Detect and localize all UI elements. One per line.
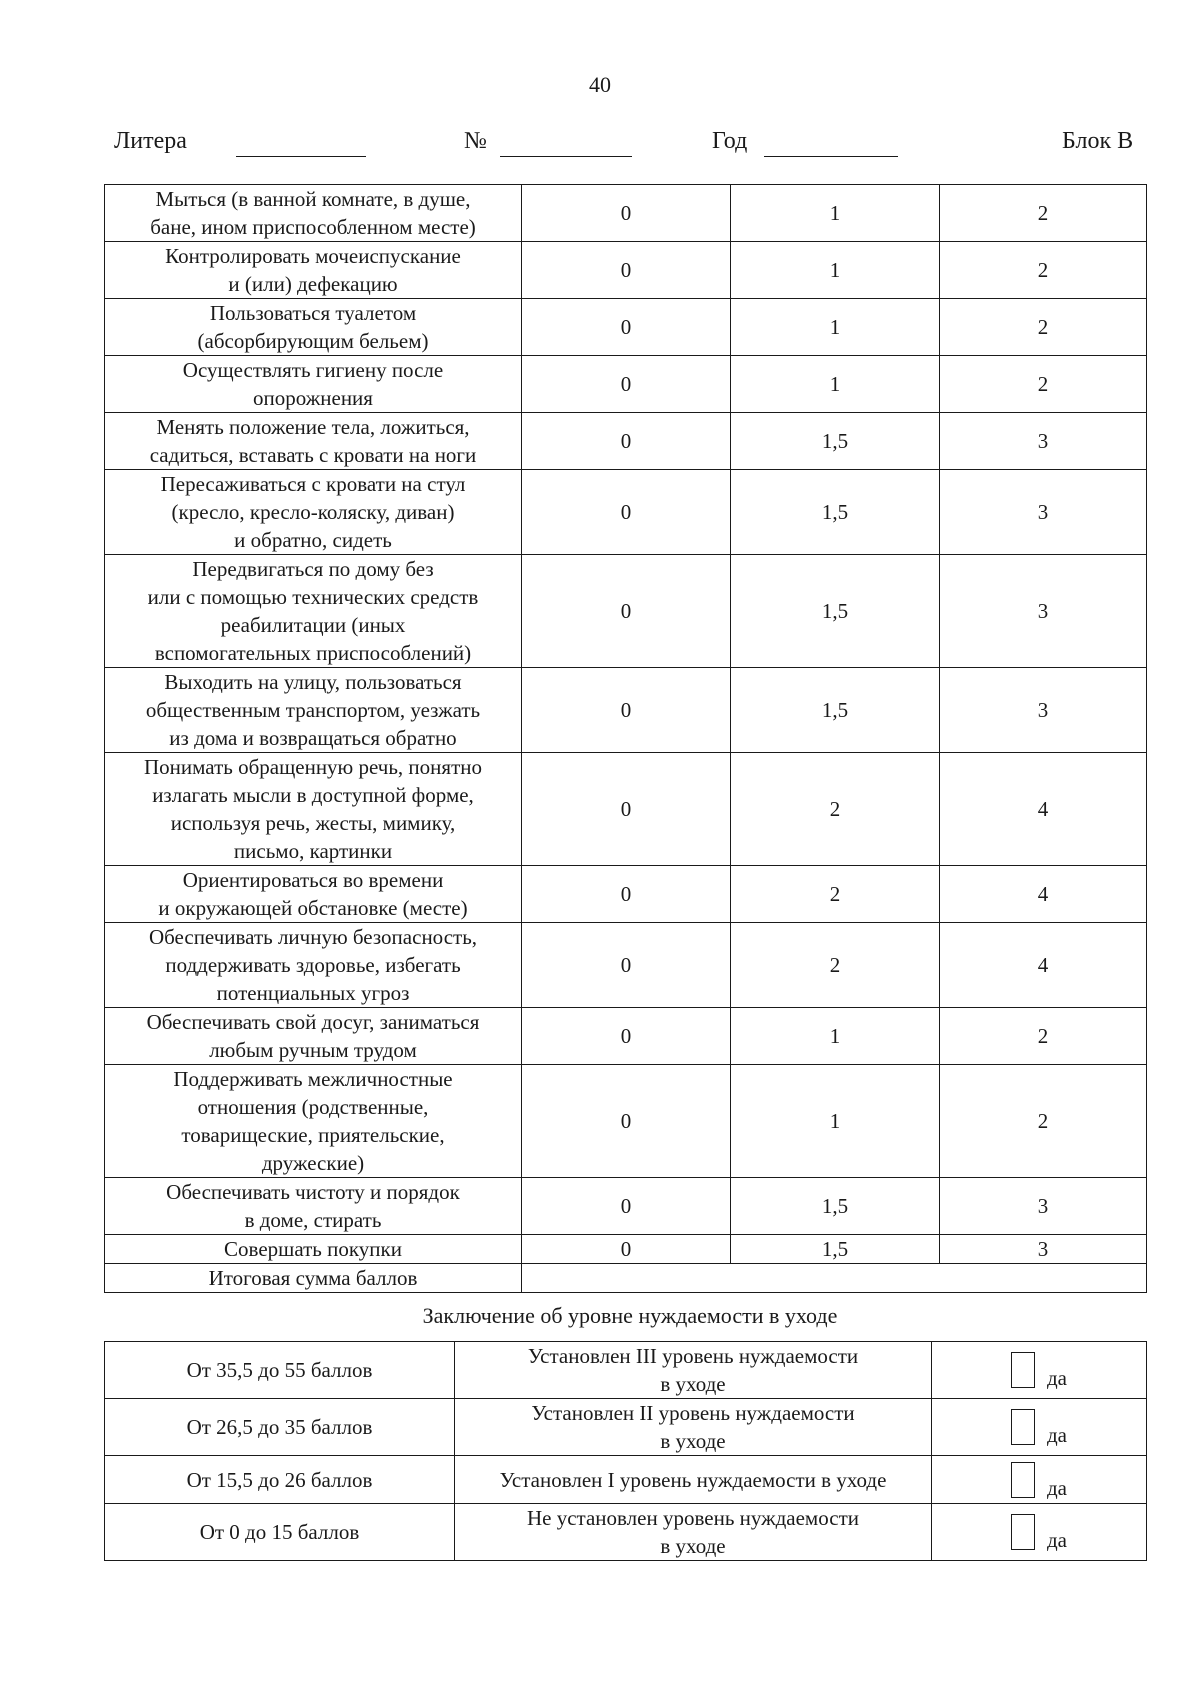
- score-row: [105, 753, 1147, 866]
- score-2-cell[interactable]: 3: [940, 555, 1147, 668]
- total-value-field[interactable]: [522, 1264, 1147, 1293]
- confirm-cell: [932, 1456, 1147, 1504]
- score-1-cell[interactable]: 1,5: [731, 1178, 940, 1235]
- activity-cell: Передвигаться по дому без или с помощью технических средств реабилитации (иных вспомогательных приспособлений): [105, 555, 522, 668]
- score-range: От 26,5 до 35 баллов: [105, 1399, 455, 1456]
- checkbox[interactable]: [1011, 1352, 1035, 1388]
- score-0-cell[interactable]: 0: [522, 185, 731, 242]
- score-2-cell[interactable]: 4: [940, 923, 1147, 1008]
- activity-cell: Понимать обращенную речь, понятно излагать мысли в доступной форме, используя речь, жесты, мимику, письмо, картинки: [105, 753, 522, 866]
- number-label: №: [464, 128, 487, 154]
- score-row: [105, 470, 1147, 555]
- activity-cell: Обеспечивать свой досуг, заниматься любым ручным трудом: [105, 1008, 522, 1065]
- score-0-cell[interactable]: 0: [522, 753, 731, 866]
- score-row: [105, 1235, 1147, 1264]
- score-1-cell[interactable]: 2: [731, 923, 940, 1008]
- care-level-result: Установлен II уровень нуждаемости в уходе: [455, 1399, 932, 1456]
- score-2-cell[interactable]: 2: [940, 356, 1147, 413]
- activity-cell: Осуществлять гигиену после опорожнения: [105, 356, 522, 413]
- activity-cell: Мыться (в ванной комнате, в душе, бане, ином приспособленном месте): [105, 185, 522, 242]
- score-0-cell[interactable]: 0: [522, 866, 731, 923]
- conclusion-title: Заключение об уровне нуждаемости в уходе: [422, 1303, 838, 1328]
- score-1-cell[interactable]: 1,5: [731, 413, 940, 470]
- score-row: [105, 555, 1147, 668]
- checkbox[interactable]: [1011, 1462, 1035, 1498]
- score-1-cell[interactable]: 2: [731, 753, 940, 866]
- confirm-cell: [932, 1342, 1147, 1399]
- score-0-cell[interactable]: 0: [522, 356, 731, 413]
- score-range: От 0 до 15 баллов: [105, 1504, 455, 1561]
- number-field[interactable]: [500, 128, 632, 157]
- activity-cell: Выходить на улицу, пользоваться общественным транспортом, уезжать из дома и возвращаться обратно: [105, 668, 522, 753]
- conclusion-row: [105, 1456, 1147, 1504]
- score-2-cell[interactable]: 3: [940, 470, 1147, 555]
- confirm-cell: [932, 1504, 1147, 1561]
- total-row: [105, 1264, 1147, 1293]
- activity-cell: Совершать покупки: [105, 1235, 522, 1264]
- yes-label: да: [1046, 1528, 1067, 1552]
- score-row: [105, 185, 1147, 242]
- year-label: Год: [712, 128, 748, 154]
- score-1-cell[interactable]: 1: [731, 299, 940, 356]
- litera-label: Литера: [114, 128, 187, 154]
- score-0-cell[interactable]: 0: [522, 413, 731, 470]
- total-label: Итоговая сумма баллов: [105, 1264, 522, 1293]
- score-0-cell[interactable]: 0: [522, 1065, 731, 1178]
- yes-label: да: [1046, 1366, 1067, 1390]
- activity-cell: Менять положение тела, ложиться, садиться, вставать с кровати на ноги: [105, 413, 522, 470]
- score-range: От 15,5 до 26 баллов: [105, 1456, 455, 1504]
- score-0-cell[interactable]: 0: [522, 555, 731, 668]
- score-row: [105, 242, 1147, 299]
- score-row: [105, 1178, 1147, 1235]
- score-table: [104, 184, 1147, 1293]
- page-number: 40: [589, 72, 611, 97]
- year-field[interactable]: [764, 128, 898, 157]
- score-row: [105, 299, 1147, 356]
- score-1-cell[interactable]: 2: [731, 866, 940, 923]
- score-1-cell[interactable]: 1,5: [731, 1235, 940, 1264]
- care-level-result: Установлен III уровень нуждаемости в уходе: [455, 1342, 932, 1399]
- conclusion-table: [104, 1341, 1147, 1561]
- score-2-cell[interactable]: 4: [940, 866, 1147, 923]
- score-1-cell[interactable]: 1: [731, 1065, 940, 1178]
- score-row: [105, 413, 1147, 470]
- score-0-cell[interactable]: 0: [522, 242, 731, 299]
- confirm-cell: [932, 1399, 1147, 1456]
- block-label: Блок В: [1062, 128, 1134, 154]
- checkbox[interactable]: [1011, 1409, 1035, 1445]
- activity-cell: Пользоваться туалетом (абсорбирующим бельем): [105, 299, 522, 356]
- score-row: [105, 1065, 1147, 1178]
- activity-cell: Поддерживать межличностные отношения (родственные, товарищеские, приятельские, дружеские): [105, 1065, 522, 1178]
- score-0-cell[interactable]: 0: [522, 1178, 731, 1235]
- score-row: [105, 668, 1147, 753]
- activity-cell: Пересаживаться с кровати на стул (кресло, кресло-коляску, диван) и обратно, сидеть: [105, 470, 522, 555]
- conclusion-row: [105, 1399, 1147, 1456]
- score-0-cell[interactable]: 0: [522, 668, 731, 753]
- score-1-cell[interactable]: 1,5: [731, 668, 940, 753]
- conclusion-row: [105, 1504, 1147, 1561]
- score-2-cell[interactable]: 2: [940, 242, 1147, 299]
- score-1-cell[interactable]: 1: [731, 242, 940, 299]
- score-1-cell[interactable]: 1: [731, 356, 940, 413]
- score-1-cell[interactable]: 1: [731, 1008, 940, 1065]
- score-0-cell[interactable]: 0: [522, 1235, 731, 1264]
- score-2-cell[interactable]: 2: [940, 299, 1147, 356]
- score-2-cell[interactable]: 4: [940, 753, 1147, 866]
- score-0-cell[interactable]: 0: [522, 923, 731, 1008]
- activity-cell: Обеспечивать личную безопасность, поддерживать здоровье, избегать потенциальных угроз: [105, 923, 522, 1008]
- score-2-cell[interactable]: 3: [940, 1235, 1147, 1264]
- yes-label: да: [1046, 1423, 1067, 1447]
- litera-field[interactable]: [236, 128, 366, 157]
- score-2-cell[interactable]: 3: [940, 1178, 1147, 1235]
- yes-label: да: [1046, 1475, 1067, 1500]
- care-level-result: Не установлен уровень нуждаемости в уходе: [455, 1504, 932, 1561]
- activity-cell: Обеспечивать чистоту и порядок в доме, стирать: [105, 1178, 522, 1235]
- activity-cell: Ориентироваться во времени и окружающей обстановке (месте): [105, 866, 522, 923]
- score-1-cell[interactable]: 1,5: [731, 555, 940, 668]
- score-2-cell[interactable]: 3: [940, 413, 1147, 470]
- conclusion-row: [105, 1342, 1147, 1399]
- score-row: [105, 866, 1147, 923]
- score-row: [105, 1008, 1147, 1065]
- score-2-cell[interactable]: 2: [940, 185, 1147, 242]
- score-2-cell[interactable]: 2: [940, 1008, 1147, 1065]
- score-2-cell[interactable]: 3: [940, 668, 1147, 753]
- score-0-cell[interactable]: 0: [522, 470, 731, 555]
- score-row: [105, 356, 1147, 413]
- score-1-cell[interactable]: 1: [731, 185, 940, 242]
- score-row: [105, 923, 1147, 1008]
- score-0-cell[interactable]: 0: [522, 1008, 731, 1065]
- score-2-cell[interactable]: 2: [940, 1065, 1147, 1178]
- score-range: От 35,5 до 55 баллов: [105, 1342, 455, 1399]
- checkbox[interactable]: [1011, 1514, 1035, 1550]
- score-0-cell[interactable]: 0: [522, 299, 731, 356]
- score-1-cell[interactable]: 1,5: [731, 470, 940, 555]
- activity-cell: Контролировать мочеиспускание и (или) дефекацию: [105, 242, 522, 299]
- care-level-result: Установлен I уровень нуждаемости в уходе: [455, 1456, 932, 1504]
